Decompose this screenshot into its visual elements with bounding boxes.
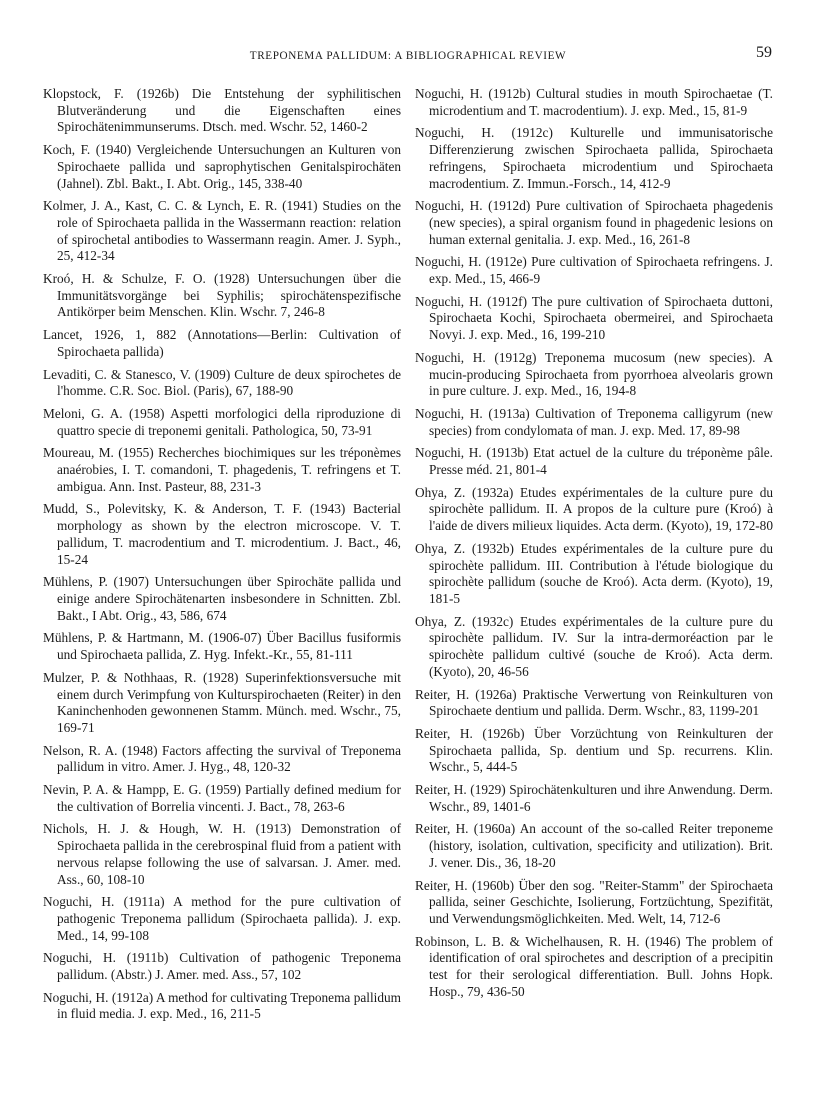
reference-entry: Nelson, R. A. (1948) Factors affecting the survival of Treponema pallidum in vitro. Amer. J. Hyg., 48, 120-32 <box>43 742 401 775</box>
page-number: 59 <box>756 44 772 61</box>
reference-entry: Noguchi, H. (1912f) The pure cultivation of Spirochaeta duttoni, Spirochaeta Kochi, Spirochaeta obermeirei, and Spirochaeta Novyi. J. exp. Med., 16, 199-210 <box>415 293 773 343</box>
reference-entry: Mudd, S., Polevitsky, K. & Anderson, T. F. (1943) Bacterial morphology as shown by the electron microscope. V. T. pallidum, T. macrodentium and T. microdentium. J. Bact., 46, 15-24 <box>43 501 401 567</box>
reference-entry: Meloni, G. A. (1958) Aspetti morfologici della riproduzione di quattro specie di treponemi genitali. Pathologica, 50, 73-91 <box>43 405 401 438</box>
reference-entry: Noguchi, H. (1912d) Pure cultivation of Spirochaeta phagedenis (new species), a spiral organism found in phagedenic lesions on human external genitalia. J. exp. Med., 16, 261-8 <box>415 198 773 247</box>
reference-entry: Reiter, H. (1926b) Über Vorzüchtung von Reinkulturen der Spirochaeta pallida, Sp. dentium und Sp. recurrens. Klin. Wschr., 5, 444-5 <box>415 725 773 775</box>
reference-entry: Kolmer, J. A., Kast, C. C. & Lynch, E. R. (1941) Studies on the role of Spirochaeta pallida in the Wassermann reaction: relation of spirochetal antibodies to Wassermann reagin. Amer. J. Syph., 25, 412-34 <box>43 198 401 264</box>
reference-entry: Ohya, Z. (1932b) Etudes expérimentales de la culture pure du spirochète pallidum. III. Contribution à l'étude biologique du spirochète pallidum (souche de Kroó). Acta derm. (Kyoto), 19, 181-5 <box>415 540 773 606</box>
reference-entry: Mühlens, P. (1907) Untersuchungen über Spirochäte pallida und einige andere Spirochätenarten insbesondere in Schnitten. Zbl. Bakt., I Abt. Orig., 43, 586, 674 <box>43 574 401 623</box>
reference-entry: Noguchi, H. (1912e) Pure cultivation of Spirochaeta refringens. J. exp. Med., 15, 466-9 <box>415 254 773 287</box>
reference-entry: Robinson, L. B. & Wichelhausen, R. H. (1946) The problem of identification of oral spirochetes and description of a precipitin test for their serological differentiation. Bull. Johns Hopk. Hosp., 79, 436-50 <box>415 933 773 999</box>
reference-entry: Noguchi, H. (1912g) Treponema mucosum (new species). A mucin-producing Spirochaeta from pyorrhoea alveolaris grown in pure culture. J. exp. Med., 16, 194-8 <box>415 349 773 399</box>
reference-entry: Ohya, Z. (1932c) Etudes expérimentales de la culture pure du spirochète pallidum. IV. Sur la intra-dermoréaction par le spirochète pallidum cultivé (souche de Kroó). Acta derm. (Kyoto), 20, 46-56 <box>415 613 773 679</box>
reference-entry: Noguchi, H. (1912a) A method for cultivating Treponema pallidum in fluid media. J. exp. Med., 16, 211-5 <box>43 989 401 1022</box>
reference-entry: Noguchi, H. (1913a) Cultivation of Treponema calligyrum (new species) from condylomata of man. J. exp. Med. 17, 89-98 <box>415 405 773 438</box>
reference-entry: Noguchi, H. (1912b) Cultural studies in mouth Spirochaetae (T. microdentium and T. macrodentium). J. exp. Med., 15, 81-9 <box>415 86 773 118</box>
reference-entry: Reiter, H. (1929) Spirochätenkulturen und ihre Anwendung. Derm. Wschr., 89, 1401-6 <box>415 782 773 814</box>
page-header <box>0 44 816 68</box>
reference-entry: Nevin, P. A. & Hampp, E. G. (1959) Partially defined medium for the cultivation of Borrelia vincenti. J. Bact., 78, 263-6 <box>43 782 401 814</box>
reference-entry: Noguchi, H. (1911b) Cultivation of pathogenic Treponema pallidum. (Abstr.) J. Amer. med. Ass., 57, 102 <box>43 950 401 983</box>
left-column <box>43 86 401 1029</box>
reference-entry: Lancet, 1926, 1, 882 (Annotations—Berlin: Cultivation of Spirochaeta pallida) <box>43 327 401 359</box>
reference-entry: Mulzer, P. & Nothhaas, R. (1928) Superinfektionsversuche mit einem durch Verimpfung von Kulturspirochaeten (Reiter) in den Kaninchenhoden gewonnenen Stamm. Münch. med. Wschr., 75, 169-71 <box>43 669 401 735</box>
reference-entry: Kroó, H. & Schulze, F. O. (1928) Untersuchungen über die Immunitätsvorgänge bei Syphilis; spirochätenspezifische Antikörper beim Menschen. Klin. Wschr. 7, 246-8 <box>43 271 401 320</box>
reference-entry: Mühlens, P. & Hartmann, M. (1906-07) Über Bacillus fusiformis und Spirochaeta pallida, Z. Hyg. Infekt.-Kr., 55, 81-111 <box>43 630 401 663</box>
reference-entry: Nichols, H. J. & Hough, W. H. (1913) Demonstration of Spirochaeta pallida in the cerebrospinal fluid from a patient with nervous relapse following the use of salvarsan. J. Amer. med. Ass., 60, 108-10 <box>43 821 401 887</box>
reference-entry: Klopstock, F. (1926b) Die Entstehung der syphilitischen Blutveränderung und die Eigenschaften eines Spirochätenimmunserums. Dtsch. med. Wschr. 52, 1460-2 <box>43 86 401 135</box>
reference-entry: Noguchi, H. (1912c) Kulturelle und immunisatorische Differenzierung zwischen Spirochaeta pallida, Spirochaeta refringens, Spirochaeta microdentium und Spirochaeta macrodentium. Z. Immun.-Forsch., 14, 412-9 <box>415 125 773 191</box>
reference-entry: Levaditi, C. & Stanesco, V. (1909) Culture de deux spirochetes de l'homme. C.R. Soc. Biol. (Paris), 67, 188-90 <box>43 366 401 399</box>
reference-entry: Noguchi, H. (1913b) Etat actuel de la culture du tréponème pâle. Presse méd. 21, 801-4 <box>415 445 773 478</box>
reference-entry: Reiter, H. (1926a) Praktische Verwertung von Reinkulturen von Spirochaete dentium und pallida. Derm. Wschr., 83, 1199-201 <box>415 686 773 719</box>
reference-entry: Koch, F. (1940) Vergleichende Untersuchungen an Kulturen von Spirochaete pallida und saprophytischen Genitalspirochäten (Jahnel). Zbl. Bakt., I. Abt. Orig., 145, 338-40 <box>43 142 401 191</box>
reference-entry: Noguchi, H. (1911a) A method for the pure cultivation of pathogenic Treponema pallidum (Spirochaeta pallida). J. exp. Med., 14, 99-108 <box>43 894 401 943</box>
reference-entry: Ohya, Z. (1932a) Etudes expérimentales de la culture pure du spirochète pallidum. II. A propos de la culture pure (Kroó) à l'aide de divers milieux liquides. Acta derm. (Kyoto), 19, 172-80 <box>415 484 773 534</box>
right-column <box>415 86 773 1006</box>
reference-entry: Reiter, H. (1960a) An account of the so-called Reiter treponeme (history, isolation, cultivation, specificity and utilization). Brit. J. vener. Dis., 36, 18-20 <box>415 821 773 870</box>
running-title: TREPONEMA PALLIDUM: A BIBLIOGRAPHICAL REVIEW <box>249 50 567 62</box>
reference-entry: Moureau, M. (1955) Recherches biochimiques sur les tréponèmes anaérobies, I. T. comandoni, T. phagedenis, T. refringens et T. ambigua. Ann. Inst. Pasteur, 88, 231-3 <box>43 445 401 494</box>
reference-entry: Reiter, H. (1960b) Über den sog. "Reiter-Stamm" der Spirochaeta pallida, seiner Geschichte, Isolierung, Fortzüchtung, Spezifität, und Verwendungsmöglichkeiten. Med. Welt, 14, 712-6 <box>415 877 773 926</box>
